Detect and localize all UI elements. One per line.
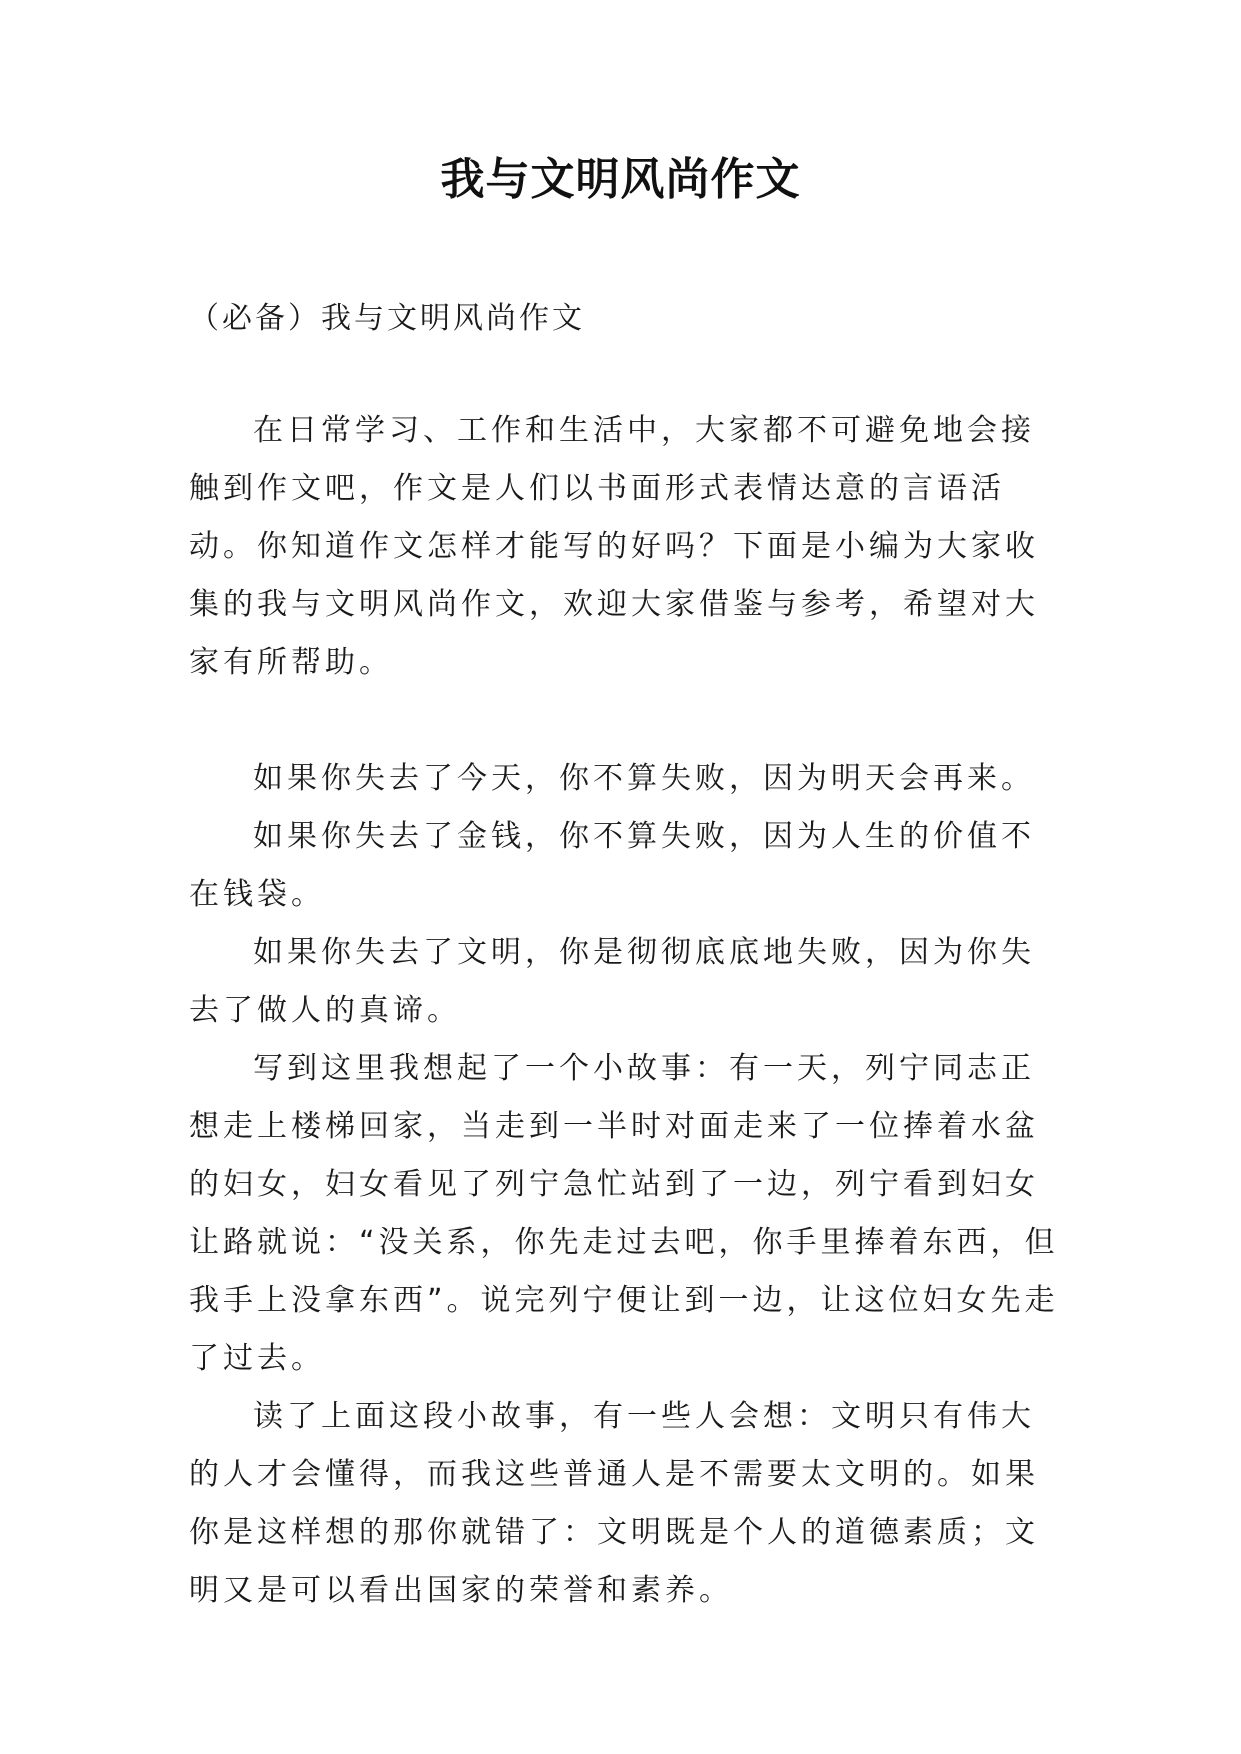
- paragraph-1: 如果你失去了今天，你不算失败，因为明天会再来。: [253, 761, 1035, 796]
- paragraph-3: 如果你失去了文明，你是彻彻底底地失败，因为你失去了做人的真谛。: [189, 935, 1035, 1028]
- intro-section: [189, 402, 1059, 692]
- paragraph-4: 写到这里我想起了一个小故事：有一天，列宁同志正想走上楼梯回家，当走到一半时对面走来了一位捧着水盆的妇女，妇女看见了列宁急忙站到了一边，列宁看到妇女让路就说：“没关系，你先走过去吧，你手里捧着东西，但我手上没拿东西”。说完列宁便让到一边，让这位妇女先走了过去。: [189, 1051, 1059, 1376]
- document-title: 我与文明风尚作文: [440, 154, 801, 205]
- essay-body: [189, 750, 1059, 1620]
- paragraph-5: 读了上面这段小故事，有一些人会想：文明只有伟大的人才会懂得，而我这些普通人是不需要太文明的。如果你是这样想的那你就错了：文明既是个人的道德素质；文明又是可以看出国家的荣誉和素养。: [189, 1399, 1039, 1608]
- document-subtitle: （必备）我与文明风尚作文: [189, 301, 585, 336]
- intro-paragraph: 在日常学习、工作和生活中，大家都不可避免地会接触到作文吧，作文是人们以书面形式表情达意的言语活动。你知道作文怎样才能写的好吗？下面是小编为大家收集的我与文明风尚作文，欢迎大家借鉴与参考，希望对大家有所帮助。: [189, 413, 1039, 680]
- paragraph-2: 如果你失去了金钱，你不算失败，因为人生的价值不在钱袋。: [189, 819, 1035, 912]
